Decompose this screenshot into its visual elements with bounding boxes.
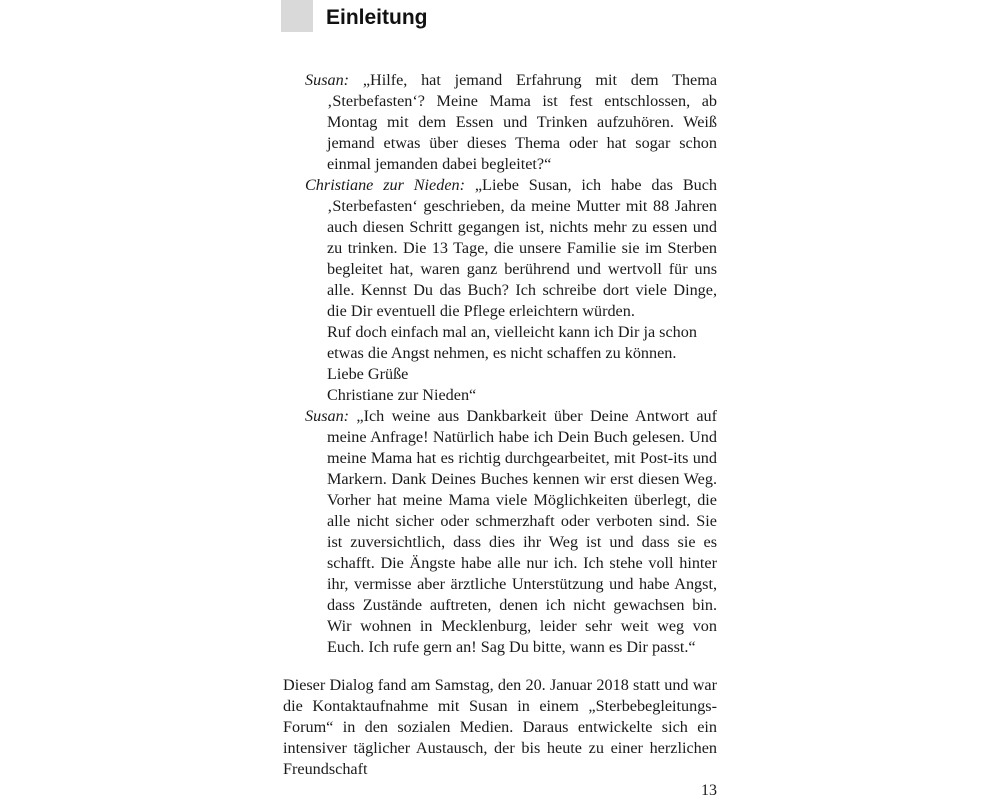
dialog-text: „Hilfe, hat jemand Erfahrung mit dem Thema ‚Sterbefasten‘? Meine Mama ist fest entschlossen, ab Montag mit dem Essen und Trinken aufzuhören. Weiß jemand etwas über dieses Thema oder hat sogar schon einmal jemanden dabei begleitet?“ — [327, 71, 718, 173]
dialog-text: „Ich weine aus Dankbarkeit über Deine Antwort auf meine Anfrage! Natürlich habe ich Dein Buch gelesen. Und meine Mama hat es richtig durchgearbeitet, mit Post-its und Markern. Dank Deines Buches kennen wir erst diesen Weg. Vorher hat meine Mama viele Möglichkeiten überlegt, die alle nicht sicher oder schmerzhaft oder verboten sind. Sie ist zuversichtlich, dass dies ihr Weg ist und dass sie es schafft. Die Ängste habe alle nur ich. Ich stehe voll hinter ihr, vermisse aber ärztliche Unterstützung und habe Angst, dass Zustände auftreten, denen ich nicht gewachsen bin. Wir wohnen in Mecklenburg, leider sehr weit weg von Euch. Ich rufe gern an! Sag Du bitte, wann es Dir passt.“ — [327, 407, 718, 656]
dialog-entry — [283, 406, 717, 658]
dialog-entry — [283, 175, 717, 322]
dialog-entry — [283, 70, 717, 175]
speaker-name: Susan: — [305, 71, 350, 89]
page-number: 13 — [701, 782, 717, 799]
body-paragraph: Dieser Dialog fand am Samstag, den 20. Januar 2018 statt und war die Kontaktaufnahme mit Susan in einem „Sterbebegleitungs-Forum“ in den sozialen Medien. Daraus entwickelte sich ein intensiver täglicher Austausch, der bis heute zu einer herzlichen Freundschaft — [283, 676, 717, 778]
dialog-signature: Christiane zur Nieden“ — [327, 386, 477, 404]
chapter-title: Einleitung — [326, 6, 428, 29]
dialog-text: „Liebe Susan, ich habe das Buch ‚Sterbefasten‘ geschrieben, da meine Mutter mit 88 Jahren auch diesen Schritt gegangen ist, nichts mehr zu essen und zu trinken. Die 13 Tage, die unsere Familie sie im Sterben begleitet hat, waren ganz berührend und wertvoll für uns alle. Kennst Du das Buch? Ich schreibe dort viele Dinge, die Dir eventuell die Pflege erleichtern würden. — [327, 176, 717, 320]
speaker-name: Susan: — [305, 407, 350, 425]
chapter-marker-box — [281, 0, 313, 32]
dialog-continuation: Ruf doch einfach mal an, vielleicht kann ich Dir ja schon etwas die Angst nehmen, es nicht schaffen zu können. — [327, 323, 697, 362]
page-text — [283, 70, 717, 780]
speaker-name: Christiane zur Nieden: — [305, 176, 466, 194]
dialog-greeting: Liebe Grüße — [327, 365, 409, 383]
